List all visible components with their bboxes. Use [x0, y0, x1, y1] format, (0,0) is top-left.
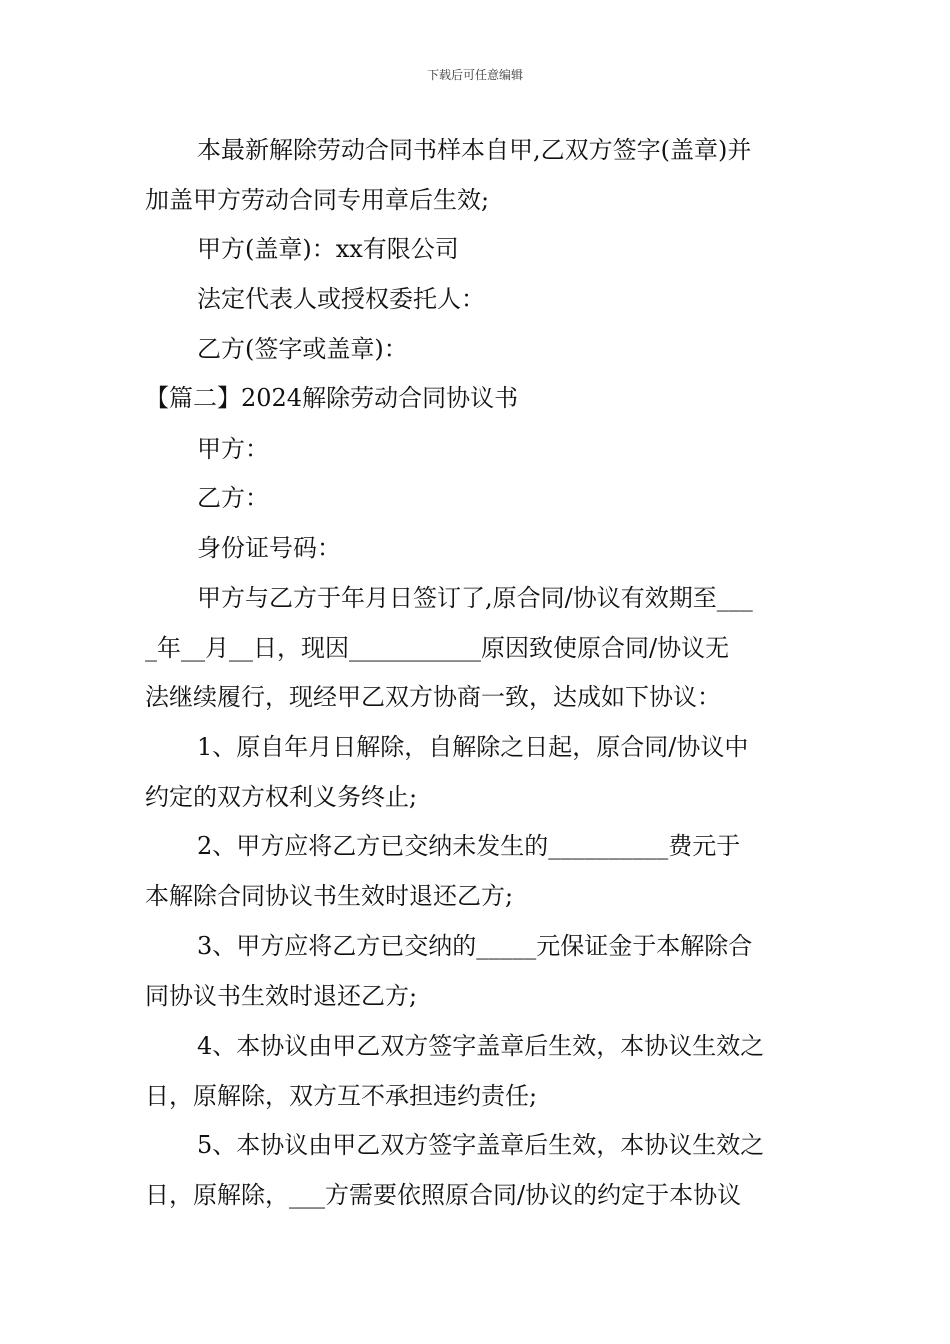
text-line: 乙方(签字或盖章)： — [197, 335, 408, 363]
section-heading: 【篇二】2024解除劳动合同协议书 — [145, 384, 519, 412]
text-line: 1、原自年月日解除，自解除之日起，原合同/协议中 — [197, 733, 749, 761]
text-line: 乙方： — [197, 484, 269, 512]
text-line: 4、本协议由甲乙双方签字盖章后生效，本协议生效之 — [197, 1032, 765, 1060]
text-line: 甲方(盖章)：xx有限公司 — [197, 235, 459, 263]
text-line: 本最新解除劳动合同书样本自甲,乙双方签字(盖章)并 — [197, 136, 752, 164]
text-line: 约定的双方权利义务终止; — [145, 783, 418, 811]
text-line: 日，原解除，双方互不承担违约责任; — [145, 1082, 538, 1110]
page-header: 下载后可任意编辑 — [426, 68, 523, 82]
text-line: 身份证号码： — [197, 534, 341, 562]
text-line: 3、甲方应将乙方已交纳的_____元保证金于本解除合 — [197, 932, 753, 960]
text-line: 本解除合同协议书生效时退还乙方; — [145, 882, 514, 910]
text-line: 2、甲方应将乙方已交纳未发生的__________费元于 — [197, 832, 741, 860]
text-line: 甲方： — [197, 435, 269, 463]
text-line: 法继续履行，现经甲乙双方协商一致，达成如下协议： — [145, 683, 721, 711]
text-line: 加盖甲方劳动合同专用章后生效; — [145, 186, 490, 214]
text-line: 同协议书生效时退还乙方; — [145, 982, 418, 1010]
text-line: 5、本协议由甲乙双方签字盖章后生效，本协议生效之 — [197, 1131, 765, 1159]
text-line: 甲方与乙方于年月日签订了,原合同/协议有效期至___ — [197, 584, 753, 612]
text-line: 法定代表人或授权委托人： — [197, 285, 485, 313]
text-line: 日，原解除，___方需要依照原合同/协议的约定于本协议 — [145, 1181, 742, 1209]
text-line: _年__月__日，现因___________原因致使原合同/协议无 — [145, 634, 730, 662]
